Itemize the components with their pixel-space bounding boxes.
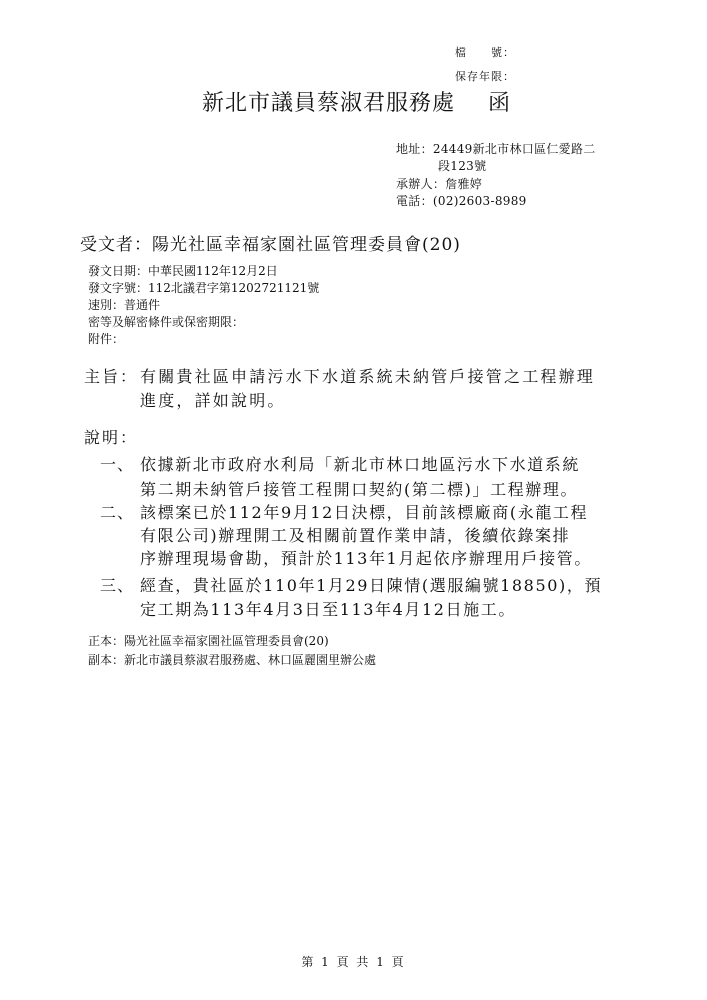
item-number: 二、	[100, 503, 135, 522]
item-text-line: 定工期為113年4月3日至113年4月12日施工。	[140, 600, 516, 619]
item-text-line: 第二期未納管戶接管工程開口契約(第二標)」工程辦理。	[140, 480, 579, 499]
document-type: 函	[488, 91, 511, 116]
sender-phone: 電話：(02)2603-8989	[396, 194, 527, 208]
subject-text-line2: 進度，詳如說明。	[140, 391, 286, 410]
file-number-label: 檔 號：	[455, 46, 515, 59]
carbon-copy: 副本：新北市議員蔡淑君服務處、林口區麗園里辦公處	[88, 653, 377, 667]
sender-address-line2: 段123號	[438, 159, 487, 173]
retention-period-label: 保存年限：	[455, 70, 515, 83]
page-number: 第 1 頁 共 1 頁	[301, 955, 406, 969]
attachment-line: 附件：	[88, 332, 125, 346]
subject-label: 主旨：	[84, 367, 139, 386]
item-text-line: 經查，貴社區於110年1月29日陳情(選服編號18850)，預	[140, 576, 603, 595]
item-text-line: 依據新北市政府水利局「新北市林口地區污水下水道系統	[140, 455, 581, 474]
item-number: 三、	[100, 576, 135, 595]
document-number: 發文字號：112北議君字第1202721121號	[88, 281, 320, 295]
original-recipient: 正本：陽光社區幸福家園社區管理委員會(20)	[88, 634, 329, 648]
explanation-heading: 說明：	[84, 428, 139, 447]
item-text-line: 序辦理現場會勘，預計於113年1月起依序辦理用戶接管。	[140, 549, 592, 568]
delivery-speed: 速別：普通件	[88, 298, 161, 312]
subject-text-line1: 有關貴社區申請污水下水道系統未納管戶接管之工程辦理	[140, 367, 596, 386]
issue-date: 發文日期：中華民國112年12月2日	[88, 264, 278, 278]
document-title: 新北市議員蔡淑君服務處	[202, 91, 456, 116]
item-number: 一、	[100, 455, 135, 474]
item-text-line: 有限公司)辦理開工及相關前置作業申請，後續依錄案排	[140, 526, 571, 545]
recipient-line: 受文者：陽光社區幸福家園社區管理委員會(20)	[80, 235, 461, 255]
handler-name: 承辦人：詹雅婷	[396, 177, 483, 191]
item-text-line: 該標案已於112年9月12日決標，目前該標廠商(永龍工程	[140, 503, 589, 522]
security-classification: 密等及解密條件或保密期限：	[88, 315, 245, 329]
sender-address-line1: 地址：24449新北市林口區仁愛路二	[396, 142, 596, 156]
